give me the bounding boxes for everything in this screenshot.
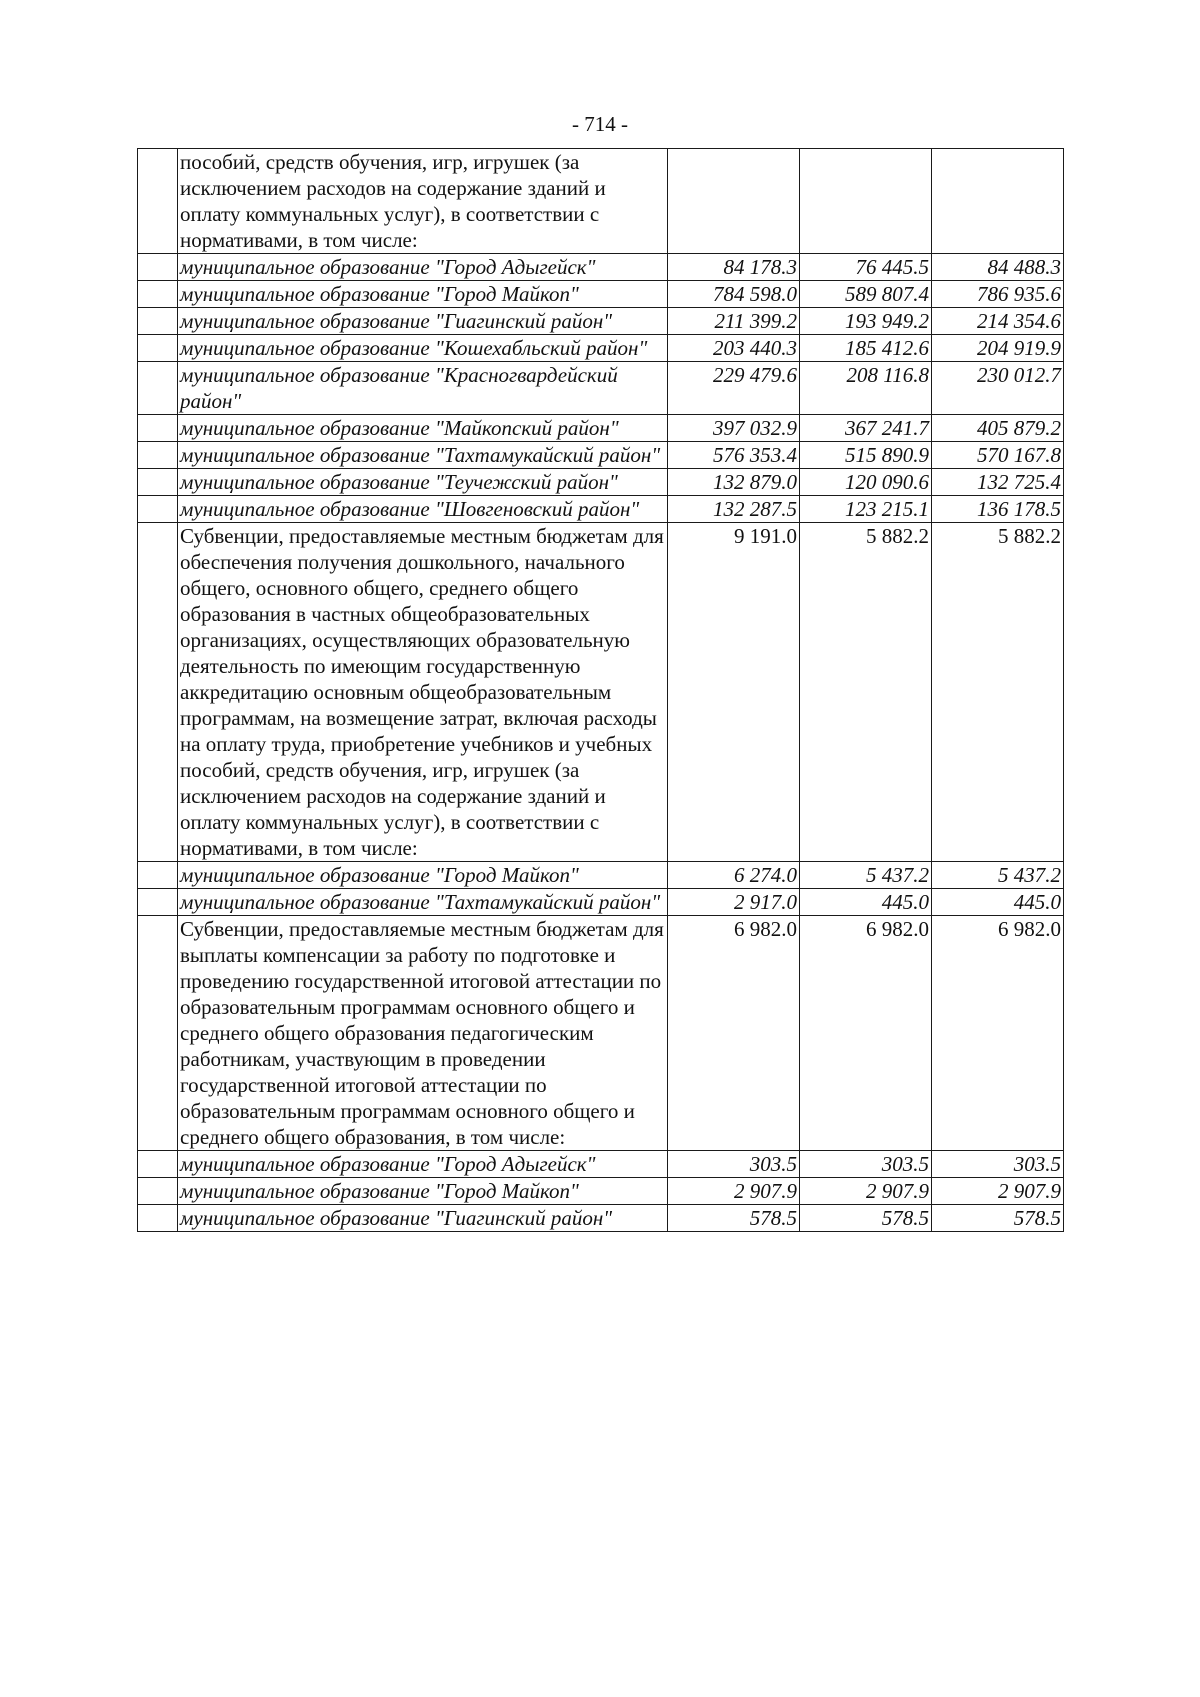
amount-cell-1: 2 907.9 bbox=[668, 1178, 800, 1205]
amount-cell-1: 6 274.0 bbox=[668, 862, 800, 889]
description-cell: муниципальное образование "Город Адыгейск" bbox=[178, 254, 668, 281]
amount-cell-2: 208 116.8 bbox=[800, 362, 932, 415]
table-row bbox=[138, 523, 1064, 862]
index-cell bbox=[138, 1178, 178, 1205]
index-cell bbox=[138, 308, 178, 335]
table-row bbox=[138, 149, 1064, 254]
table-body bbox=[138, 149, 1064, 1232]
table-row bbox=[138, 362, 1064, 415]
amount-cell-2: 76 445.5 bbox=[800, 254, 932, 281]
amount-cell-2: 185 412.6 bbox=[800, 335, 932, 362]
table-row bbox=[138, 1205, 1064, 1232]
amount-cell-3: 132 725.4 bbox=[932, 469, 1064, 496]
table-row bbox=[138, 442, 1064, 469]
amount-cell-3: 6 982.0 bbox=[932, 916, 1064, 1151]
table-row bbox=[138, 415, 1064, 442]
amount-cell-3: 2 907.9 bbox=[932, 1178, 1064, 1205]
amount-cell-2 bbox=[800, 149, 932, 254]
description-cell: муниципальное образование "Теучежский район" bbox=[178, 469, 668, 496]
index-cell bbox=[138, 496, 178, 523]
amount-cell-2: 445.0 bbox=[800, 889, 932, 916]
table-row bbox=[138, 254, 1064, 281]
description-cell: муниципальное образование "Город Майкоп" bbox=[178, 862, 668, 889]
amount-cell-3: 204 919.9 bbox=[932, 335, 1064, 362]
index-cell bbox=[138, 149, 178, 254]
amount-cell-2: 303.5 bbox=[800, 1151, 932, 1178]
table-row bbox=[138, 862, 1064, 889]
amount-cell-2: 6 982.0 bbox=[800, 916, 932, 1151]
table-row bbox=[138, 308, 1064, 335]
amount-cell-2: 120 090.6 bbox=[800, 469, 932, 496]
amount-cell-2: 5 882.2 bbox=[800, 523, 932, 862]
amount-cell-3: 303.5 bbox=[932, 1151, 1064, 1178]
amount-cell-2: 193 949.2 bbox=[800, 308, 932, 335]
amount-cell-1 bbox=[668, 149, 800, 254]
amount-cell-1: 397 032.9 bbox=[668, 415, 800, 442]
description-cell: муниципальное образование "Гиагинский район" bbox=[178, 308, 668, 335]
amount-cell-2: 2 907.9 bbox=[800, 1178, 932, 1205]
table-row bbox=[138, 469, 1064, 496]
description-cell: муниципальное образование "Кошехабльский район" bbox=[178, 335, 668, 362]
amount-cell-3: 5 882.2 bbox=[932, 523, 1064, 862]
description-cell: Субвенции, предоставляемые местным бюджетам для выплаты компенсации за работу по подготовке и проведению государственной итоговой аттестации по образовательным программам основного общего и среднего общего образования педагогическим работникам, участвующим в проведении государственной итоговой аттестации по образовательным программам основного общего и среднего общего образования, в том числе: bbox=[178, 916, 668, 1151]
amount-cell-3: 84 488.3 bbox=[932, 254, 1064, 281]
amount-cell-2: 5 437.2 bbox=[800, 862, 932, 889]
amount-cell-1: 9 191.0 bbox=[668, 523, 800, 862]
amount-cell-2: 367 241.7 bbox=[800, 415, 932, 442]
amount-cell-1: 576 353.4 bbox=[668, 442, 800, 469]
amount-cell-1: 2 917.0 bbox=[668, 889, 800, 916]
amount-cell-1: 132 287.5 bbox=[668, 496, 800, 523]
index-cell bbox=[138, 362, 178, 415]
amount-cell-1: 784 598.0 bbox=[668, 281, 800, 308]
amount-cell-3: 445.0 bbox=[932, 889, 1064, 916]
amount-cell-1: 84 178.3 bbox=[668, 254, 800, 281]
amount-cell-3: 578.5 bbox=[932, 1205, 1064, 1232]
description-cell: муниципальное образование "Тахтамукайский район" bbox=[178, 442, 668, 469]
amount-cell-3: 5 437.2 bbox=[932, 862, 1064, 889]
amount-cell-1: 303.5 bbox=[668, 1151, 800, 1178]
index-cell bbox=[138, 469, 178, 496]
table-row bbox=[138, 335, 1064, 362]
amount-cell-1: 229 479.6 bbox=[668, 362, 800, 415]
table-row bbox=[138, 1178, 1064, 1205]
index-cell bbox=[138, 889, 178, 916]
index-cell bbox=[138, 254, 178, 281]
budget-table bbox=[137, 148, 1064, 1232]
description-cell: муниципальное образование "Город Майкоп" bbox=[178, 1178, 668, 1205]
amount-cell-1: 203 440.3 bbox=[668, 335, 800, 362]
amount-cell-3: 786 935.6 bbox=[932, 281, 1064, 308]
index-cell bbox=[138, 281, 178, 308]
index-cell bbox=[138, 916, 178, 1151]
amount-cell-2: 515 890.9 bbox=[800, 442, 932, 469]
table-row bbox=[138, 1151, 1064, 1178]
amount-cell-3 bbox=[932, 149, 1064, 254]
table-row bbox=[138, 916, 1064, 1151]
table-row bbox=[138, 281, 1064, 308]
amount-cell-3: 136 178.5 bbox=[932, 496, 1064, 523]
amount-cell-1: 578.5 bbox=[668, 1205, 800, 1232]
table-row bbox=[138, 496, 1064, 523]
amount-cell-1: 211 399.2 bbox=[668, 308, 800, 335]
amount-cell-3: 230 012.7 bbox=[932, 362, 1064, 415]
description-cell: муниципальное образование "Красногвардейский район" bbox=[178, 362, 668, 415]
index-cell bbox=[138, 335, 178, 362]
description-cell: муниципальное образование "Шовгеновский район" bbox=[178, 496, 668, 523]
table-row bbox=[138, 889, 1064, 916]
description-cell: Субвенции, предоставляемые местным бюджетам для обеспечения получения дошкольного, начального общего, основного общего, среднего общего образования в частных общеобразовательных организациях, осуществляющих образовательную деятельность по имеющим государственную аккредитацию основным общеобразовательным программам, на возмещение затрат, включая расходы на оплату труда, приобретение учебников и учебных пособий, средств обучения, игр, игрушек (за исключением расходов на содержание зданий и оплату коммунальных услуг), в соответствии с нормативами, в том числе: bbox=[178, 523, 668, 862]
index-cell bbox=[138, 1151, 178, 1178]
description-cell: муниципальное образование "Город Майкоп" bbox=[178, 281, 668, 308]
index-cell bbox=[138, 415, 178, 442]
index-cell bbox=[138, 1205, 178, 1232]
description-cell: муниципальное образование "Гиагинский район" bbox=[178, 1205, 668, 1232]
description-cell: муниципальное образование "Майкопский район" bbox=[178, 415, 668, 442]
amount-cell-2: 578.5 bbox=[800, 1205, 932, 1232]
index-cell bbox=[138, 523, 178, 862]
amount-cell-2: 589 807.4 bbox=[800, 281, 932, 308]
description-cell: пособий, средств обучения, игр, игрушек (за исключением расходов на содержание зданий и оплату коммунальных услуг), в соответствии с нормативами, в том числе: bbox=[178, 149, 668, 254]
page-number: - 714 - bbox=[572, 112, 628, 136]
description-cell: муниципальное образование "Город Адыгейск" bbox=[178, 1151, 668, 1178]
index-cell bbox=[138, 862, 178, 889]
amount-cell-3: 570 167.8 bbox=[932, 442, 1064, 469]
amount-cell-3: 214 354.6 bbox=[932, 308, 1064, 335]
amount-cell-1: 6 982.0 bbox=[668, 916, 800, 1151]
description-cell: муниципальное образование "Тахтамукайский район" bbox=[178, 889, 668, 916]
amount-cell-1: 132 879.0 bbox=[668, 469, 800, 496]
amount-cell-3: 405 879.2 bbox=[932, 415, 1064, 442]
amount-cell-2: 123 215.1 bbox=[800, 496, 932, 523]
index-cell bbox=[138, 442, 178, 469]
